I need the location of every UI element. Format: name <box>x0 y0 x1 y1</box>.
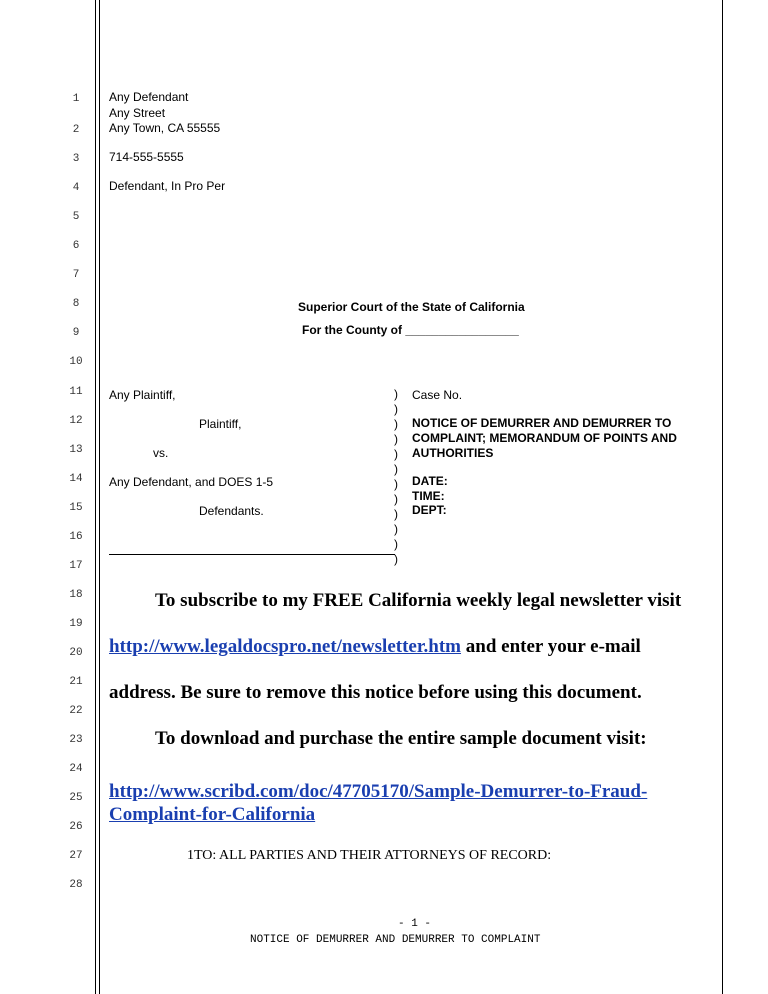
defendant-status: Defendant, In Pro Per <box>109 179 226 193</box>
footer-title: NOTICE OF DEMURRER AND DEMURRER TO COMPLAINT <box>250 934 541 946</box>
line-number: 25 <box>69 792 83 804</box>
document-title-line1: NOTICE OF DEMURRER AND DEMURRER TO <box>412 416 672 430</box>
newsletter-notice-rest: and enter your e-mail <box>461 636 641 657</box>
line-number: 5 <box>72 211 80 223</box>
newsletter-link[interactable]: http://www.legaldocspro.net/newsletter.htm <box>109 636 462 657</box>
line-number: 27 <box>69 850 83 862</box>
hearing-time-label: TIME: <box>412 489 445 503</box>
remove-notice: address. Be sure to remove this notice before using this document. <box>109 682 642 703</box>
plaintiff-name: Any Plaintiff, <box>109 388 176 402</box>
line-number: 6 <box>72 240 80 252</box>
left-margin-rule-1 <box>95 0 96 994</box>
right-margin-rule <box>722 0 723 994</box>
line-number: 17 <box>69 560 83 572</box>
line-number: 4 <box>72 182 80 194</box>
hearing-date-label: DATE: <box>412 474 448 488</box>
line-number: 21 <box>69 676 83 688</box>
line-number: 28 <box>69 879 83 891</box>
caption-underline <box>109 554 395 555</box>
defendant-caption: Any Defendant, and DOES 1-5 <box>109 475 274 489</box>
page-number: - 1 - <box>398 918 432 930</box>
court-name: Superior Court of the State of California <box>298 300 525 314</box>
line-number: 22 <box>69 705 83 717</box>
line-number: 18 <box>69 589 83 601</box>
plaintiff-role: Plaintiff, <box>199 417 242 431</box>
line-number: 14 <box>69 473 83 485</box>
line-number: 16 <box>69 531 83 543</box>
defendant-phone: 714-555-5555 <box>109 150 184 164</box>
line-number: 11 <box>69 386 83 398</box>
line-number: 12 <box>69 415 83 427</box>
line-number: 2 <box>72 124 80 136</box>
line-number: 13 <box>69 444 83 456</box>
line-number: 1 <box>72 93 80 105</box>
defendant-city: Any Town, CA 55555 <box>109 121 221 135</box>
defendant-name: Any Defendant <box>109 90 189 104</box>
line-number: 3 <box>72 153 80 165</box>
document-title-line2: COMPLAINT; MEMORANDUM OF POINTS AND <box>412 431 677 445</box>
case-number-label: Case No. <box>412 388 463 402</box>
scribd-link-continued[interactable]: Complaint-for-California <box>109 804 316 825</box>
versus: vs. <box>153 446 169 460</box>
line-number: 26 <box>69 821 83 833</box>
line-number: 15 <box>69 502 83 514</box>
line-number: 7 <box>72 269 80 281</box>
line-number: 10 <box>69 356 83 368</box>
body-salutation: 1TO: ALL PARTIES AND THEIR ATTORNEYS OF RECORD: <box>187 848 552 863</box>
defendant-role: Defendants. <box>199 504 264 518</box>
scribd-link-line2 <box>109 804 315 826</box>
scribd-link-line1 <box>109 781 647 803</box>
line-number: 8 <box>72 298 80 310</box>
line-number: 24 <box>69 763 83 775</box>
line-number: 19 <box>69 618 83 630</box>
left-margin-rule-2 <box>99 0 100 994</box>
line-number: 20 <box>69 647 83 659</box>
line-number: 23 <box>69 734 83 746</box>
caption-parentheses: ) ) ) ) ) ) ) ) ) ) ) ) <box>394 387 398 566</box>
court-county: For the County of _________________ <box>302 323 519 337</box>
newsletter-notice: To subscribe to my FREE California weekly legal newsletter visit <box>155 590 682 611</box>
defendant-street: Any Street <box>109 106 166 120</box>
hearing-dept-label: DEPT: <box>412 503 447 517</box>
document-title-line3: AUTHORITIES <box>412 446 494 460</box>
newsletter-notice-line2 <box>109 636 641 658</box>
download-notice: To download and purchase the entire sample document visit: <box>155 728 647 749</box>
scribd-link[interactable]: http://www.scribd.com/doc/47705170/Sample-Demurrer-to-Fraud- <box>109 781 648 802</box>
line-number: 9 <box>72 327 80 339</box>
